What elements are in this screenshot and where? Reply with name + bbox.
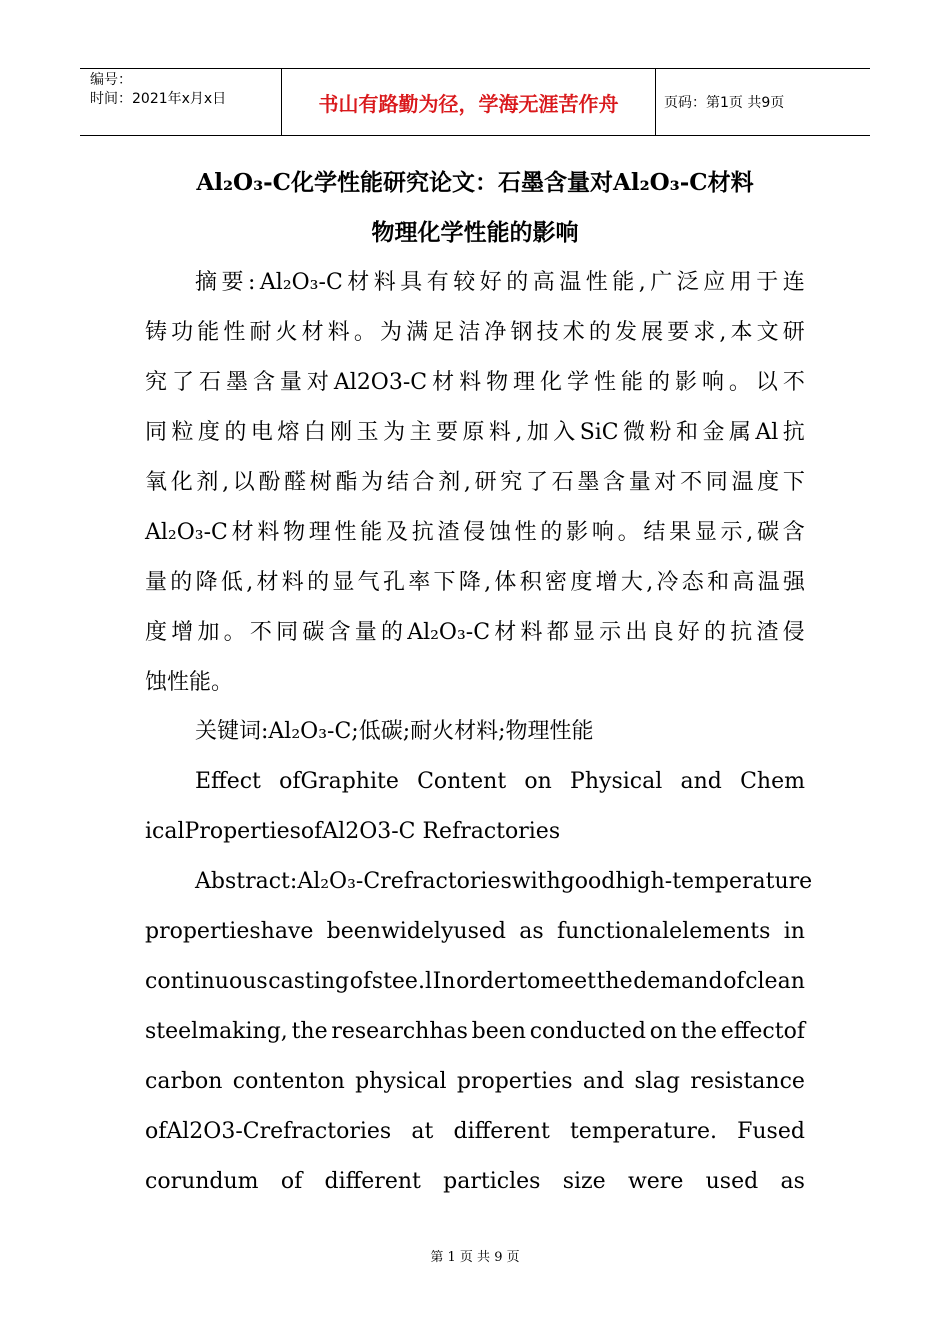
word: of bbox=[280, 1169, 303, 1194]
word: conducted bbox=[529, 1019, 646, 1044]
text-token: 度 bbox=[570, 570, 593, 595]
text-token: 大 bbox=[620, 570, 643, 595]
text-token: 粒 bbox=[171, 420, 194, 445]
text-token: 积 bbox=[519, 570, 542, 595]
text-token: 物 bbox=[283, 520, 306, 545]
text-token: 响 bbox=[701, 370, 724, 395]
abstract-zh-line bbox=[145, 267, 805, 299]
text-token: 密 bbox=[545, 570, 568, 595]
text-token: Al₂O₃-C bbox=[145, 520, 228, 545]
text-token: 气 bbox=[357, 570, 380, 595]
text-token: 冷 bbox=[656, 570, 679, 595]
word: effectof bbox=[720, 1019, 805, 1044]
text-token: 有 bbox=[426, 270, 449, 295]
text-token: 。 bbox=[353, 320, 376, 345]
text-token: , bbox=[746, 520, 754, 545]
text-token: 。 bbox=[223, 620, 246, 645]
word: and bbox=[582, 1069, 625, 1094]
text-token: 抗 bbox=[411, 520, 434, 545]
text-token: 玉 bbox=[356, 420, 379, 445]
word: clean bbox=[745, 969, 805, 994]
text-token: 显 bbox=[572, 620, 595, 645]
text-token: 以 bbox=[755, 370, 778, 395]
text-token: 同 bbox=[705, 470, 728, 495]
word: functionalelements bbox=[556, 919, 771, 944]
header-table bbox=[80, 68, 870, 136]
text-token: 度 bbox=[197, 420, 220, 445]
text-token: 碳 bbox=[302, 620, 325, 645]
text-token: 的 bbox=[588, 320, 611, 345]
text-token: 用 bbox=[729, 270, 752, 295]
keywords-line: 关键词:Al₂O₃-C;低碳;耐火材料;物理性能 bbox=[195, 719, 594, 744]
text-token: 合 bbox=[412, 470, 435, 495]
text-token: 性 bbox=[514, 520, 537, 545]
word: Fused bbox=[737, 1119, 805, 1144]
text-token: 广 bbox=[650, 270, 673, 295]
paper-title-line-2: 物理化学性能的影响 bbox=[371, 219, 579, 246]
text-token: 物 bbox=[486, 370, 509, 395]
word: size bbox=[562, 1169, 606, 1194]
word: ofAl2O3-Crefractories bbox=[145, 1119, 392, 1144]
text-token: 性 bbox=[594, 370, 617, 395]
text-token: 孔 bbox=[382, 570, 405, 595]
text-token: 展 bbox=[641, 320, 664, 345]
word: high-temperature bbox=[615, 869, 813, 894]
text-token: 结 bbox=[386, 470, 409, 495]
word: contenton bbox=[232, 1069, 345, 1094]
text-token: 性 bbox=[223, 320, 246, 345]
document-date: 时间：2021年x月x日 bbox=[90, 91, 227, 107]
text-token: 蚀 bbox=[488, 520, 511, 545]
text-token: 度 bbox=[757, 470, 780, 495]
text-token: 抗 bbox=[730, 620, 753, 645]
word: of bbox=[349, 969, 372, 994]
abstract-zh-line bbox=[145, 617, 805, 649]
document-number-label: 编号： bbox=[90, 72, 132, 88]
text-token: 为 bbox=[379, 320, 402, 345]
text-token: 同 bbox=[145, 420, 168, 445]
text-token: 低 bbox=[220, 570, 243, 595]
word: of bbox=[723, 969, 745, 994]
text-token: 料 bbox=[327, 320, 350, 345]
word: Al₂O₃-C bbox=[297, 869, 381, 894]
word: different bbox=[453, 1119, 550, 1144]
text-token: 摘 bbox=[195, 270, 218, 295]
text-token: 的 bbox=[540, 520, 563, 545]
header-page-info: 页码：第1页 共9页 bbox=[664, 95, 785, 111]
word: were bbox=[627, 1169, 684, 1194]
text-token: 性 bbox=[334, 520, 357, 545]
header-left-cell bbox=[80, 69, 282, 135]
text-token: 对 bbox=[654, 470, 677, 495]
text-token: 文 bbox=[756, 320, 779, 345]
text-token: 白 bbox=[303, 420, 326, 445]
abstract-en-line bbox=[145, 1116, 805, 1148]
text-token: 率 bbox=[408, 570, 431, 595]
text-token: 度 bbox=[145, 620, 168, 645]
abstract-zh-line bbox=[145, 567, 805, 599]
text-token: 以 bbox=[232, 470, 255, 495]
text-token: 料 bbox=[281, 570, 304, 595]
word: and bbox=[680, 769, 722, 794]
text-token: 不 bbox=[782, 370, 805, 395]
word: resistance bbox=[690, 1069, 805, 1094]
word: researchhas bbox=[331, 1019, 468, 1044]
text-token: 降 bbox=[458, 570, 481, 595]
text-token: 量 bbox=[628, 470, 651, 495]
text-token: 洁 bbox=[458, 320, 481, 345]
text-token: 结 bbox=[643, 520, 666, 545]
text-token: 降 bbox=[195, 570, 218, 595]
text-token: 影 bbox=[566, 520, 589, 545]
text-token: : bbox=[248, 270, 256, 295]
word: Chem bbox=[740, 769, 805, 794]
text-token: 良 bbox=[651, 620, 674, 645]
word: the bbox=[291, 1019, 328, 1044]
text-token: 铸 bbox=[145, 320, 168, 345]
text-token: 料 bbox=[373, 270, 396, 295]
text-token: 温 bbox=[731, 470, 754, 495]
word: order bbox=[456, 969, 518, 994]
text-token: 增 bbox=[595, 570, 618, 595]
word: temperature. bbox=[569, 1119, 717, 1144]
text-token: 强 bbox=[782, 570, 805, 595]
text-token: 的 bbox=[647, 370, 670, 395]
text-token: 酚 bbox=[258, 470, 281, 495]
text-token: 性 bbox=[585, 270, 608, 295]
text-token: 了 bbox=[171, 370, 194, 395]
word: different bbox=[324, 1169, 421, 1194]
text-token: 。 bbox=[728, 370, 751, 395]
text-token: 净 bbox=[484, 320, 507, 345]
text-token: 发 bbox=[614, 320, 637, 345]
text-token: 显 bbox=[694, 520, 717, 545]
text-token: , bbox=[515, 420, 523, 445]
word: properties bbox=[456, 1069, 573, 1094]
text-token: , bbox=[463, 470, 471, 495]
text-token: 耐 bbox=[249, 320, 272, 345]
word: on bbox=[524, 769, 552, 794]
text-token: Al₂O₃-C bbox=[259, 270, 343, 295]
text-token: 及 bbox=[386, 520, 409, 545]
word: good bbox=[560, 869, 616, 894]
paper-title-line-1: Al₂O₃-C化学性能研究论文：石墨含量对Al₂O₃-C材料 bbox=[196, 169, 754, 196]
text-token: 求 bbox=[693, 320, 716, 345]
text-token: 氧 bbox=[145, 470, 168, 495]
word: used bbox=[705, 1169, 759, 1194]
text-token: 高 bbox=[732, 570, 755, 595]
text-token: 剂 bbox=[438, 470, 461, 495]
abstract-en-line bbox=[145, 1166, 805, 1198]
header-motto: 书山有路勤为径，学海无涯苦作舟 bbox=[282, 69, 656, 135]
abstract-zh-line bbox=[145, 467, 805, 499]
text-token: , bbox=[246, 570, 254, 595]
text-token: 本 bbox=[730, 320, 753, 345]
text-token: 料 bbox=[257, 520, 280, 545]
word: slag bbox=[634, 1069, 681, 1094]
text-token: 能 bbox=[197, 320, 220, 345]
text-token: 较 bbox=[453, 270, 476, 295]
text-token: 树 bbox=[309, 470, 332, 495]
word: been bbox=[471, 1019, 526, 1044]
text-token: 原 bbox=[462, 420, 485, 445]
text-token: 具 bbox=[400, 270, 423, 295]
text-token: 主 bbox=[409, 420, 432, 445]
text-token: 研 bbox=[782, 320, 805, 345]
text-token: 好 bbox=[677, 620, 700, 645]
abstract-en-line bbox=[145, 916, 805, 948]
text-token: 的 bbox=[224, 420, 247, 445]
text-token: 温 bbox=[757, 570, 780, 595]
text-token: 下 bbox=[782, 470, 805, 495]
text-token: 体 bbox=[494, 570, 517, 595]
text-token: 属 bbox=[728, 420, 751, 445]
text-token: 渣 bbox=[437, 520, 460, 545]
abstract-en-line bbox=[145, 1016, 805, 1048]
text-token: 为 bbox=[383, 420, 406, 445]
word: steelmaking, bbox=[145, 1019, 288, 1044]
text-token: 含 bbox=[328, 620, 351, 645]
text-token: 含 bbox=[252, 370, 275, 395]
text-token: 学 bbox=[567, 370, 590, 395]
word: propertieshave bbox=[145, 919, 314, 944]
text-token: 满 bbox=[406, 320, 429, 345]
text-token: 高 bbox=[532, 270, 555, 295]
text-token: 于 bbox=[756, 270, 779, 295]
text-token: 化 bbox=[170, 470, 193, 495]
text-token: 影 bbox=[674, 370, 697, 395]
text-token: 能 bbox=[360, 520, 383, 545]
text-token: 加 bbox=[197, 620, 220, 645]
text-token: 好 bbox=[479, 270, 502, 295]
text-token: 侵 bbox=[782, 620, 805, 645]
word: stee.l bbox=[371, 969, 432, 994]
text-token: 金 bbox=[702, 420, 725, 445]
text-token: 醛 bbox=[284, 470, 307, 495]
text-token: 料 bbox=[520, 620, 543, 645]
text-token: 石 bbox=[551, 470, 574, 495]
text-token: 技 bbox=[536, 320, 559, 345]
english-title-line-1 bbox=[145, 766, 805, 798]
text-token: 泛 bbox=[676, 270, 699, 295]
word: carbon bbox=[145, 1069, 223, 1094]
text-token: 态 bbox=[681, 570, 704, 595]
text-token: 下 bbox=[433, 570, 456, 595]
text-token: 示 bbox=[720, 520, 743, 545]
page-footer: 第 1 页 共 9 页 bbox=[430, 1250, 520, 1265]
text-token: 功 bbox=[171, 320, 194, 345]
text-token: 熔 bbox=[277, 420, 300, 445]
text-token: 剂 bbox=[196, 470, 219, 495]
word: ofGraphite bbox=[279, 769, 399, 794]
text-token: 要 bbox=[221, 270, 244, 295]
abstract-en-line bbox=[145, 866, 813, 898]
word: beenwidelyused bbox=[326, 919, 506, 944]
text-token: 石 bbox=[198, 370, 221, 395]
text-token: 足 bbox=[432, 320, 455, 345]
text-token: 料 bbox=[488, 420, 511, 445]
text-token: 能 bbox=[612, 270, 635, 295]
word: casting bbox=[268, 969, 350, 994]
text-token: 渣 bbox=[756, 620, 779, 645]
text-token: 增 bbox=[171, 620, 194, 645]
text-token: 究 bbox=[500, 470, 523, 495]
word: continuous bbox=[145, 969, 268, 994]
text-token: 入 bbox=[553, 420, 576, 445]
text-token: 的 bbox=[506, 270, 529, 295]
abstract-zh-line bbox=[145, 417, 805, 449]
word: Content bbox=[417, 769, 507, 794]
text-token: 量 bbox=[354, 620, 377, 645]
text-token: 术 bbox=[562, 320, 585, 345]
abstract-zh-line bbox=[145, 517, 805, 549]
text-token: 墨 bbox=[577, 470, 600, 495]
text-token: 量 bbox=[145, 570, 168, 595]
text-token: 果 bbox=[669, 520, 692, 545]
text-token: 示 bbox=[599, 620, 622, 645]
text-token: 抗 bbox=[782, 420, 805, 445]
word: In bbox=[432, 969, 456, 994]
word: in bbox=[783, 919, 805, 944]
text-token: 连 bbox=[782, 270, 805, 295]
word: on bbox=[649, 1019, 678, 1044]
word: corundum bbox=[145, 1169, 259, 1194]
text-token: 应 bbox=[703, 270, 726, 295]
text-token: 的 bbox=[170, 570, 193, 595]
word: tomeet bbox=[518, 969, 596, 994]
word: as bbox=[519, 919, 544, 944]
text-token: 不 bbox=[249, 620, 272, 645]
abstract-zh-line bbox=[145, 317, 805, 349]
word: Physical bbox=[570, 769, 663, 794]
abstract-zh-line: 蚀性能。 bbox=[145, 670, 234, 695]
text-token: 出 bbox=[625, 620, 648, 645]
text-token: 研 bbox=[474, 470, 497, 495]
text-token: 究 bbox=[145, 370, 168, 395]
text-token: 材 bbox=[347, 270, 370, 295]
word: refractorieswith bbox=[380, 869, 561, 894]
text-token: 含 bbox=[603, 470, 626, 495]
text-token: 和 bbox=[707, 570, 730, 595]
text-token: 材 bbox=[301, 320, 324, 345]
text-token: 显 bbox=[332, 570, 355, 595]
text-token: 要 bbox=[667, 320, 690, 345]
text-token: 和 bbox=[675, 420, 698, 445]
text-token: 响 bbox=[591, 520, 614, 545]
text-token: 不 bbox=[680, 470, 703, 495]
word: Abstract: bbox=[195, 869, 298, 894]
text-token: 要 bbox=[435, 420, 458, 445]
word: as bbox=[780, 1169, 805, 1194]
text-token: SiC bbox=[579, 420, 619, 445]
text-token: 含 bbox=[782, 520, 805, 545]
word: at bbox=[411, 1119, 434, 1144]
text-token: 温 bbox=[559, 270, 582, 295]
text-token: 钢 bbox=[510, 320, 533, 345]
word: particles bbox=[443, 1169, 541, 1194]
text-token: 的 bbox=[307, 570, 330, 595]
text-token: 材 bbox=[432, 370, 455, 395]
text-token: 酯 bbox=[335, 470, 358, 495]
text-token: 加 bbox=[526, 420, 549, 445]
text-token: 对 bbox=[306, 370, 329, 395]
word: the bbox=[680, 1019, 717, 1044]
text-token: 电 bbox=[250, 420, 273, 445]
text-token: 材 bbox=[231, 520, 254, 545]
text-token: 为 bbox=[361, 470, 384, 495]
text-token: 火 bbox=[275, 320, 298, 345]
abstract-en-line bbox=[145, 966, 805, 998]
text-token: 理 bbox=[308, 520, 331, 545]
abstract-zh-line bbox=[145, 367, 805, 399]
text-token: 的 bbox=[380, 620, 403, 645]
word: physical bbox=[355, 1069, 447, 1094]
text-token: , bbox=[222, 470, 230, 495]
text-token: , bbox=[646, 570, 654, 595]
text-token: 侵 bbox=[463, 520, 486, 545]
text-token: 刚 bbox=[330, 420, 353, 445]
abstract-en-line bbox=[145, 1066, 805, 1098]
text-token: , bbox=[719, 320, 727, 345]
word: demand bbox=[633, 969, 723, 994]
text-token: 微 bbox=[623, 420, 646, 445]
text-token: 理 bbox=[513, 370, 536, 395]
text-token: 化 bbox=[540, 370, 563, 395]
text-token: 了 bbox=[525, 470, 548, 495]
text-token: 料 bbox=[459, 370, 482, 395]
text-token: Al bbox=[755, 420, 779, 445]
text-token: 材 bbox=[256, 570, 279, 595]
text-token: 。 bbox=[617, 520, 640, 545]
text-token: , bbox=[484, 570, 492, 595]
english-title-line-2: icalPropertiesofAl2O3-C Refractories bbox=[145, 819, 561, 844]
text-token: , bbox=[638, 270, 646, 295]
text-token: 能 bbox=[620, 370, 643, 395]
text-token: Al₂O₃-C bbox=[407, 620, 491, 645]
text-token: 碳 bbox=[757, 520, 780, 545]
text-token: 材 bbox=[494, 620, 517, 645]
text-token: 同 bbox=[276, 620, 299, 645]
text-token: 量 bbox=[279, 370, 302, 395]
text-token: 墨 bbox=[225, 370, 248, 395]
word: Effect bbox=[195, 769, 261, 794]
text-token: 的 bbox=[704, 620, 727, 645]
text-token: 都 bbox=[546, 620, 569, 645]
text-token: Al2O3-C bbox=[333, 370, 428, 395]
text-token: 粉 bbox=[649, 420, 672, 445]
word: the bbox=[596, 969, 633, 994]
